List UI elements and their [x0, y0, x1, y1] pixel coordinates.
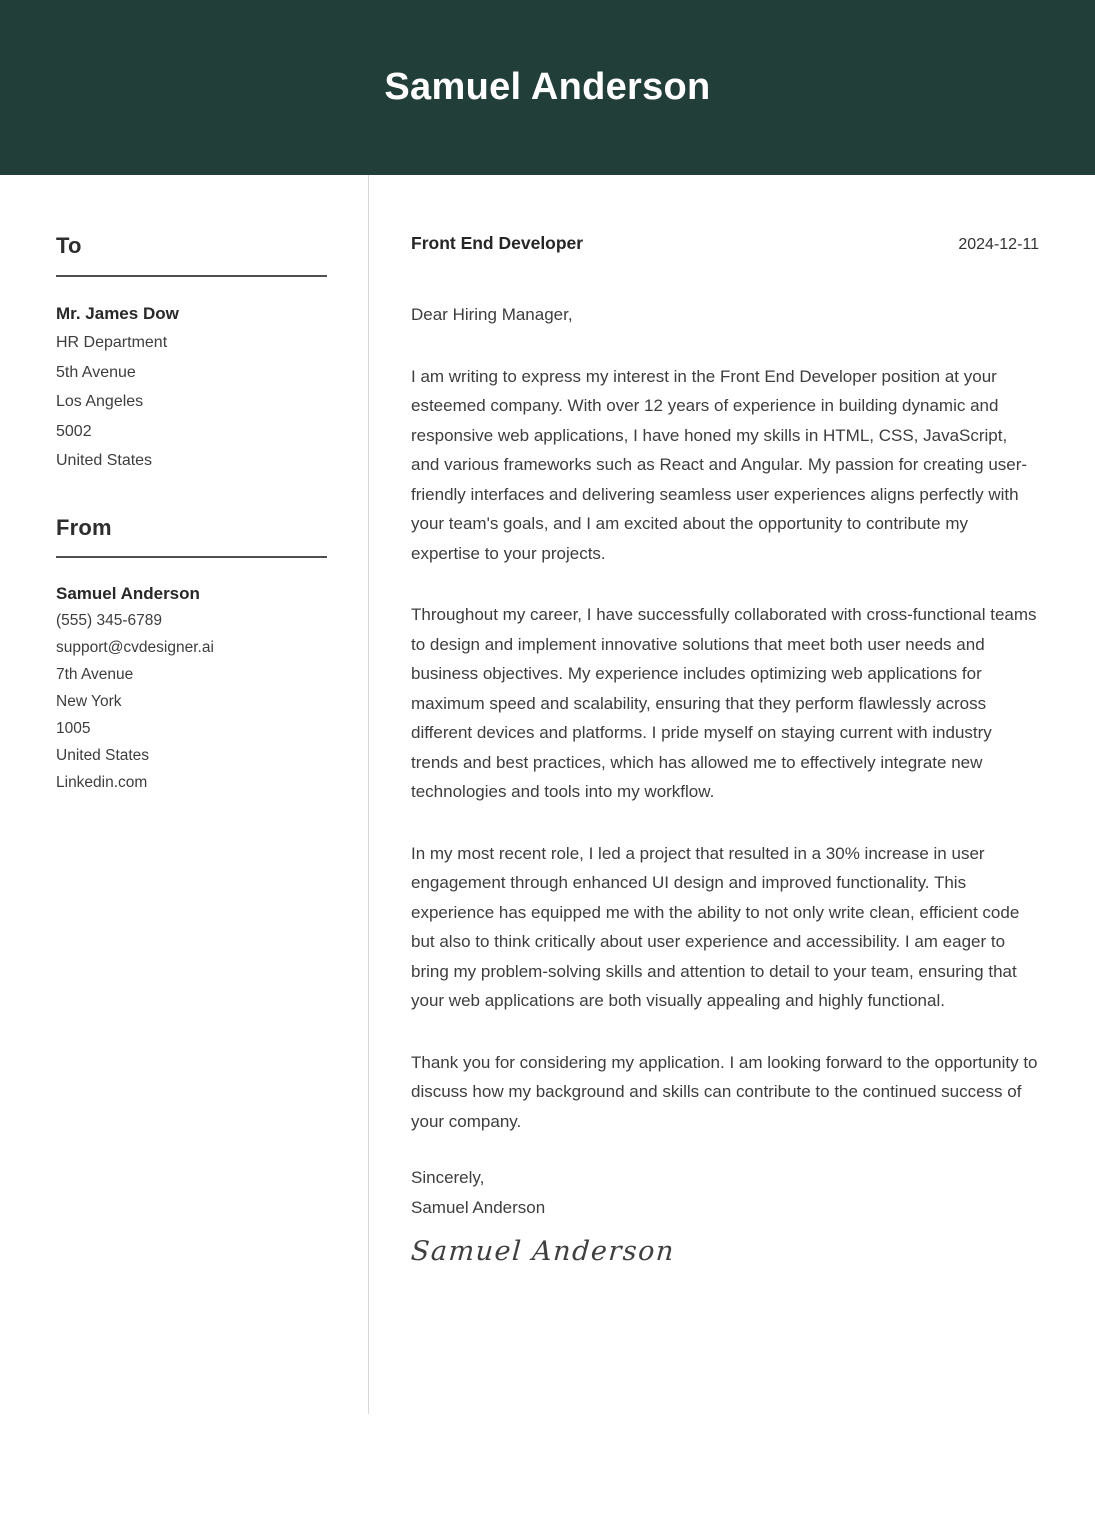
recipient-name: Mr. James Dow: [56, 303, 179, 323]
paragraph-career: Throughout my career, I have successfully collaborated with cross-functional teams to design and implement innovative solutions that meet both user needs and business objectives. My experience includes optimizing web applications for maximum speed and scalability, ensuring that they perform flawlessly across different devices and platforms. I pride myself on staying current with industry trends and best practices, which has allowed me to effectively integrate new technologies and tools into my workflow.: [411, 605, 1037, 801]
from-section: [56, 514, 327, 797]
letter-date: 2024-12-11: [958, 236, 1039, 253]
closing-name: Samuel Anderson: [411, 1197, 546, 1217]
sender-address: [56, 580, 327, 796]
sender-postcode: 1005: [56, 720, 91, 737]
from-heading-rule: [56, 556, 327, 558]
page-title: Samuel Anderson: [384, 66, 711, 108]
from-heading: From: [56, 514, 112, 540]
closing-block: [411, 1163, 1039, 1222]
sender-name: Samuel Anderson: [56, 584, 200, 603]
sender-city: New York: [56, 693, 122, 710]
recipient-street: 5th Avenue: [56, 363, 136, 381]
sender-linkedin: Linkedin.com: [56, 774, 148, 791]
sender-email: support@cvdesigner.ai: [56, 639, 214, 656]
sender-street: 7th Avenue: [56, 666, 134, 683]
paragraph-thanks: Thank you for considering my application. I am looking forward to the opportunity to discuss how my background and skills can contribute to the continued success of your company.: [411, 1052, 1038, 1131]
letter-body: [368, 175, 1095, 1414]
sender-phone: (555) 345-6789: [56, 612, 162, 629]
recipient-department: HR Department: [56, 334, 168, 351]
letter-header-row: [411, 233, 1039, 254]
header-banner: [0, 0, 1095, 175]
job-title: Front End Developer: [411, 233, 584, 253]
signature-script: Samuel Anderson: [409, 1236, 676, 1267]
to-heading: To: [56, 233, 82, 258]
recipient-city: Los Angeles: [56, 393, 144, 410]
recipient-postcode: 5002: [56, 422, 92, 440]
paragraph-intro: I am writing to express my interest in the Front End Developer position at your esteemed company. With over 12 years of experience in building dynamic and responsive web applications, I have honed my skills in HTML, CSS, JavaScript, and various frameworks such as React and Angular. My passion for creating user-friendly interfaces and delivering seamless user experiences aligns perfectly with your team's goals, and I am excited about the opportunity to contribute my expertise to your projects.: [411, 366, 1028, 563]
content-columns: [0, 175, 1095, 1414]
greeting: Dear Hiring Manager,: [411, 305, 573, 324]
sender-country: United States: [56, 747, 150, 764]
sidebar: [0, 175, 368, 1414]
to-heading-rule: [56, 275, 327, 277]
recipient-address: [56, 299, 327, 476]
recipient-country: United States: [56, 452, 153, 469]
closing-salutation: Sincerely,: [411, 1168, 485, 1187]
paragraph-recent-role: In my most recent role, I led a project that resulted in a 30% increase in user engagement through enhanced UI design and improved functionality. This experience has equipped me with the ability to not only write clean, efficient code but also to think critically about user experience and accessibility. I am eager to bring my problem-solving skills and attention to detail to your team, ensuring that your web applications are both visually appealing and highly functional.: [411, 843, 1020, 1010]
to-section: [56, 232, 327, 476]
